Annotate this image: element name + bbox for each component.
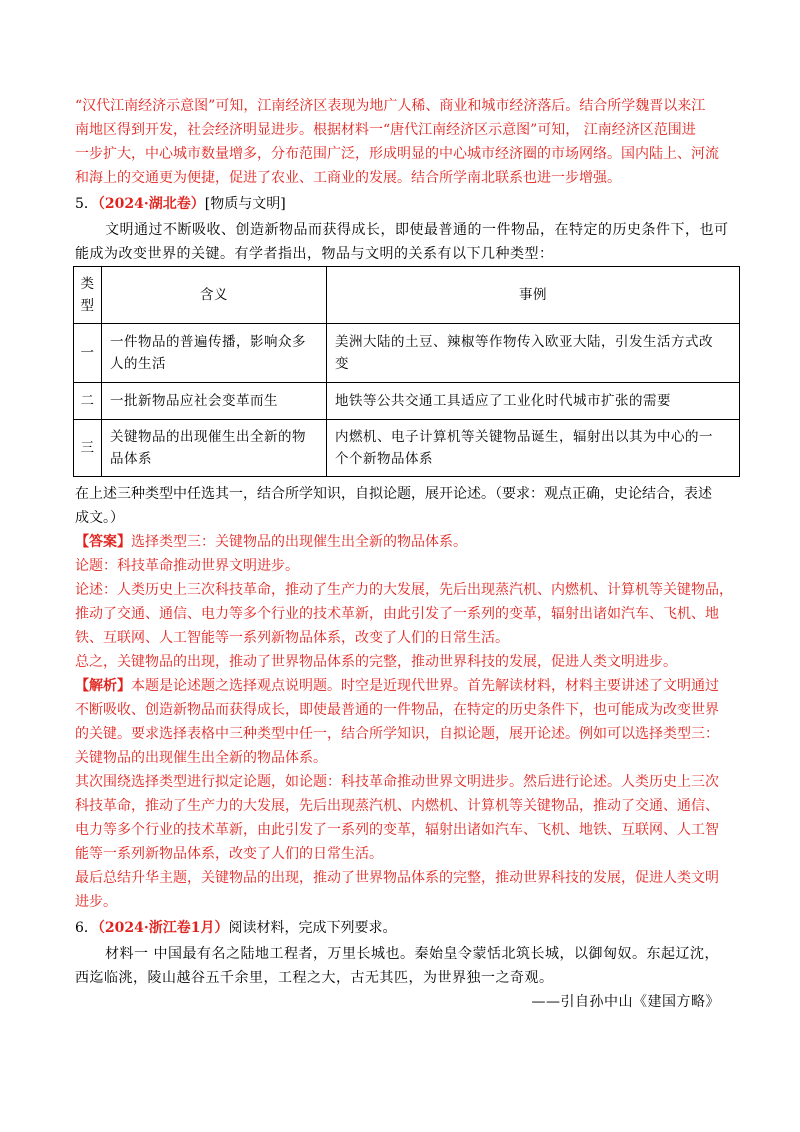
row-type: 三: [74, 420, 102, 477]
cell-line: 一件物品的普遍传播，影响众多: [110, 334, 306, 350]
question-source: （2024·浙江卷1月）: [97, 920, 229, 936]
row-example: [327, 324, 740, 383]
cell-line: 人的生活: [110, 356, 166, 372]
analysis-line: 进步。: [75, 894, 117, 910]
question-number: 5．: [75, 196, 98, 212]
header-example: 事例: [327, 267, 740, 324]
answer-label: 【答案】: [75, 534, 131, 550]
task-line: 在上述三种类型中任选其一，结合所学知识，自拟论题，展开论述。（要求：观点正确，史论结合，表述: [75, 486, 712, 502]
cell-line: 美洲大陆的土豆、辣椒等作物传入欧亚大陆，引发生活方式改: [335, 334, 713, 350]
analysis-line: 科技革命，推动了生产力的大发展，先后出现蒸汽机、内燃机、计算机等关键物品，推动了交通、通信、: [75, 798, 719, 814]
answer-line: 总之，关键物品的出现，推动了世界物品体系的完整，推动世界科技的发展，促进人类文明进步。: [75, 654, 677, 670]
table-row: [74, 420, 740, 477]
answer-text: 选择类型三：关键物品的出现催生出全新的物品体系。: [131, 534, 467, 550]
analysis-line: 关键物品的出现催生出全新的物品体系。: [75, 750, 327, 766]
cell-line: 一批新物品应社会变革而生: [110, 393, 278, 409]
row-example: [327, 383, 740, 420]
row-meaning: [102, 324, 327, 383]
answer-line: 论题：科技革命推动世界文明进步。: [75, 558, 299, 574]
analysis-text: 本题是论述题之选择观点说明题。时空是近现代世界。首先解读材料，材料主要讲述了文明通过: [131, 678, 719, 694]
analysis-line: 最后总结升华主题，关键物品的出现，推动了世界物品体系的完整，推动世界科技的发展，促进人类文明: [75, 870, 719, 886]
material-citation: ——引自孙中山《建国方略》: [531, 994, 720, 1010]
question-number: 6．: [75, 920, 98, 936]
answer-line: 论述：人类历史上三次科技革命，推动了生产力的大发展，先后出现蒸汽机、内燃机、计算机等关键物品，: [75, 582, 733, 598]
header-meaning: 含义: [102, 267, 327, 324]
analysis-line: 电力等多个行业的技术革新，由此引发了一系列的变革，辐射出诸如汽车、飞机、地铁、互联网、人工智: [75, 822, 719, 838]
analysis-line: 其次围绕选择类型进行拟定论题，如论题：科技革命推动世界文明进步。然后进行论述。人类历史上三次: [75, 774, 719, 790]
row-meaning: [102, 420, 327, 477]
types-table: [73, 266, 740, 477]
intro-line: 一步扩大，中心城市数量增多，分布范围广泛，形成明显的中心城市经济圈的市场网络。国内陆上、河流: [75, 146, 719, 162]
analysis-label: 【解析】: [75, 678, 131, 694]
question-stem: 能成为改变世界的关键。有学者指出，物品与文明的关系有以下几种类型：: [75, 246, 554, 262]
cell-line: 变: [335, 356, 349, 372]
intro-line: 和海上的交通更为便捷，促进了农业、工商业的发展。结合所学南北联系也进一步增强。: [75, 170, 621, 186]
header-type: 类型: [74, 267, 102, 324]
cell-line: 内燃机、电子计算机等关键物品诞生，辐射出以其为中心的一: [335, 429, 713, 445]
cell-line: 个个新物品体系: [335, 451, 433, 467]
row-type: 一: [74, 324, 102, 383]
question-stem: 文明通过不断吸收、创造新物品而获得成长，即使最普通的一件物品，在特定的历史条件下，也可: [105, 222, 729, 238]
question-5-heading: [75, 194, 286, 214]
cell-line: 品体系: [110, 451, 152, 467]
cell-line: 地铁等公共交通工具适应了工业化时代城市扩张的需要: [335, 393, 671, 409]
answer-line: 铁、互联网、人工智能等一系列新物品体系，改变了人们的日常生活。: [75, 630, 509, 646]
table-row: [74, 324, 740, 383]
analysis-line: [75, 676, 719, 696]
cell-line: 关键物品的出现催生出全新的物: [110, 429, 306, 445]
analysis-line: 能等一系列新物品体系，改变了人们的日常生活。: [75, 846, 383, 862]
intro-line: 南地区得到开发，社会经济明显进步。根据材料一“唐代江南经济区示意图”可知， 江南经济区范围进: [75, 122, 696, 138]
question-tag: [物质与文明]: [204, 196, 286, 212]
answer-line: 推动了交通、通信、电力等多个行业的技术革新，由此引发了一系列的变革，辐射出诸如汽车、飞机、地: [75, 606, 719, 622]
material-line: 西迄临洮，陵山越谷五千余里，工程之大，古无其匹，为世界独一之奇观。: [75, 970, 554, 986]
analysis-line: 的关键。要求选择表格中三种类型中任一，结合所学知识，自拟论题，展开论述。例如可以选择类型三：: [75, 726, 719, 742]
question-source: （2024·湖北卷）: [97, 196, 205, 212]
question-instruction: 阅读材料，完成下列要求。: [228, 920, 397, 936]
row-meaning: [102, 383, 327, 420]
row-type: 二: [74, 383, 102, 420]
material-line: 材料一 中国最有名之陆地工程者，万里长城也。秦始皇令蒙恬北筑长城，以御匈奴。东起辽沈，: [105, 946, 719, 962]
intro-line: “汉代江南经济示意图”可知，江南经济区表现为地广人稀、商业和城市经济落后。结合所学魏晋以来江: [75, 98, 706, 114]
table-row: [74, 383, 740, 420]
table-header-row: [74, 267, 740, 324]
row-example: [327, 420, 740, 477]
answer-line: [75, 532, 467, 552]
analysis-line: 不断吸收、创造新物品而获得成长，即使最普通的一件物品，在特定的历史条件下，也可能成为改变世界: [75, 702, 719, 718]
question-6-heading: [75, 918, 397, 938]
task-line: 成文。）: [75, 510, 124, 526]
